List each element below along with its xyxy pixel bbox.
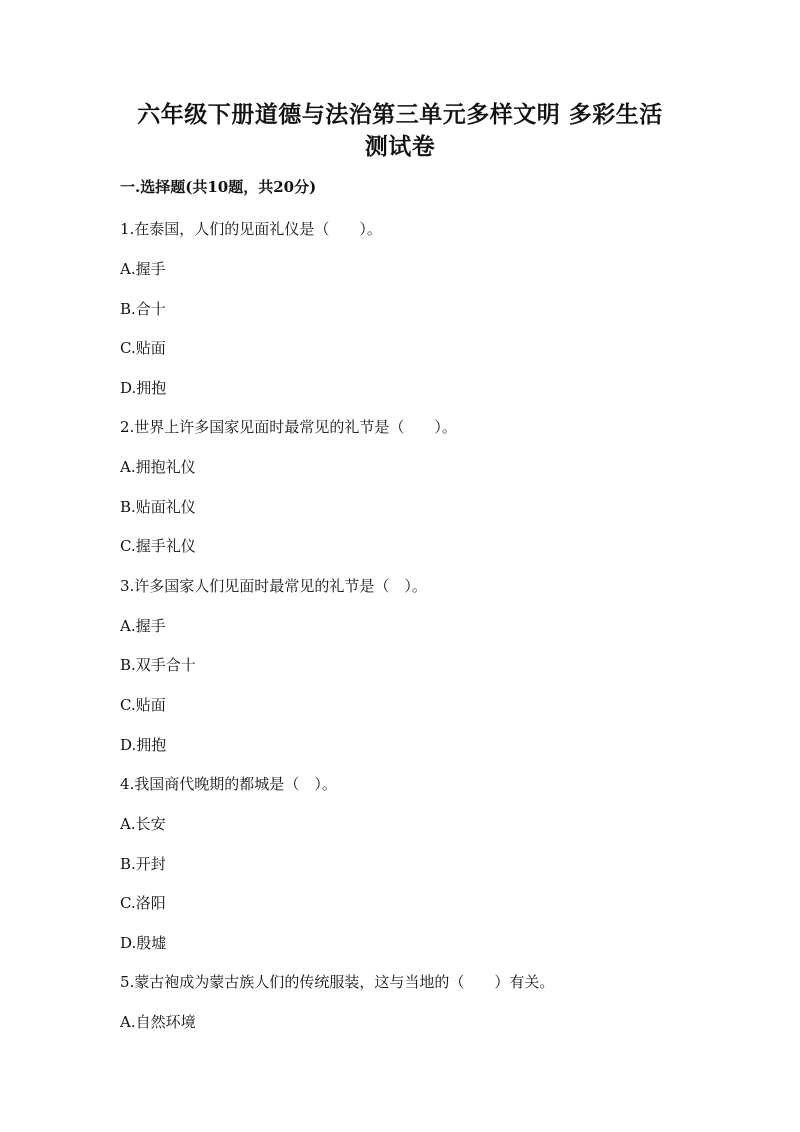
question-4-option-b: B.开封 xyxy=(120,855,166,873)
question-5-option-a: A.自然环境 xyxy=(120,1013,196,1031)
question-5-stem: 5.蒙古袍成为蒙古族人们的传统服装，这与当地的（ ）有关。 xyxy=(120,973,555,991)
section-heading: 一.选择题(共10题，共20分) xyxy=(120,178,317,196)
question-3-option-a: A.握手 xyxy=(120,617,166,635)
question-4-stem: 4.我国商代晚期的都城是（ ）。 xyxy=(120,775,337,793)
question-1-option-b: B.合十 xyxy=(120,300,166,318)
question-3-stem: 3.许多国家人们见面时最常见的礼节是（ ）。 xyxy=(120,577,427,595)
question-2-option-b: B.贴面礼仪 xyxy=(120,498,196,516)
question-1-option-d: D.拥抱 xyxy=(120,379,167,397)
question-3-option-d: D.拥抱 xyxy=(120,736,167,754)
page-title-line-2: 测试卷 xyxy=(364,133,436,160)
page-title-line-1: 六年级下册道德与法治第三单元多样文明 多彩生活 xyxy=(137,101,663,128)
question-4-option-c: C.洛阳 xyxy=(120,894,166,912)
question-4-option-d: D.殷墟 xyxy=(120,934,167,952)
question-3-option-b: B.双手合十 xyxy=(120,656,196,674)
question-2-option-a: A.拥抱礼仪 xyxy=(120,458,196,476)
question-1-stem: 1.在泰国，人们的见面礼仪是（ ）。 xyxy=(120,220,382,238)
question-2-option-c: C.握手礼仪 xyxy=(120,537,196,555)
question-3-option-c: C.贴面 xyxy=(120,696,166,714)
question-1-option-c: C.贴面 xyxy=(120,339,166,357)
question-4-option-a: A.长安 xyxy=(120,815,166,833)
question-1-option-a: A.握手 xyxy=(120,260,166,278)
question-2-stem: 2.世界上许多国家见面时最常见的礼节是（ ）。 xyxy=(120,418,457,436)
